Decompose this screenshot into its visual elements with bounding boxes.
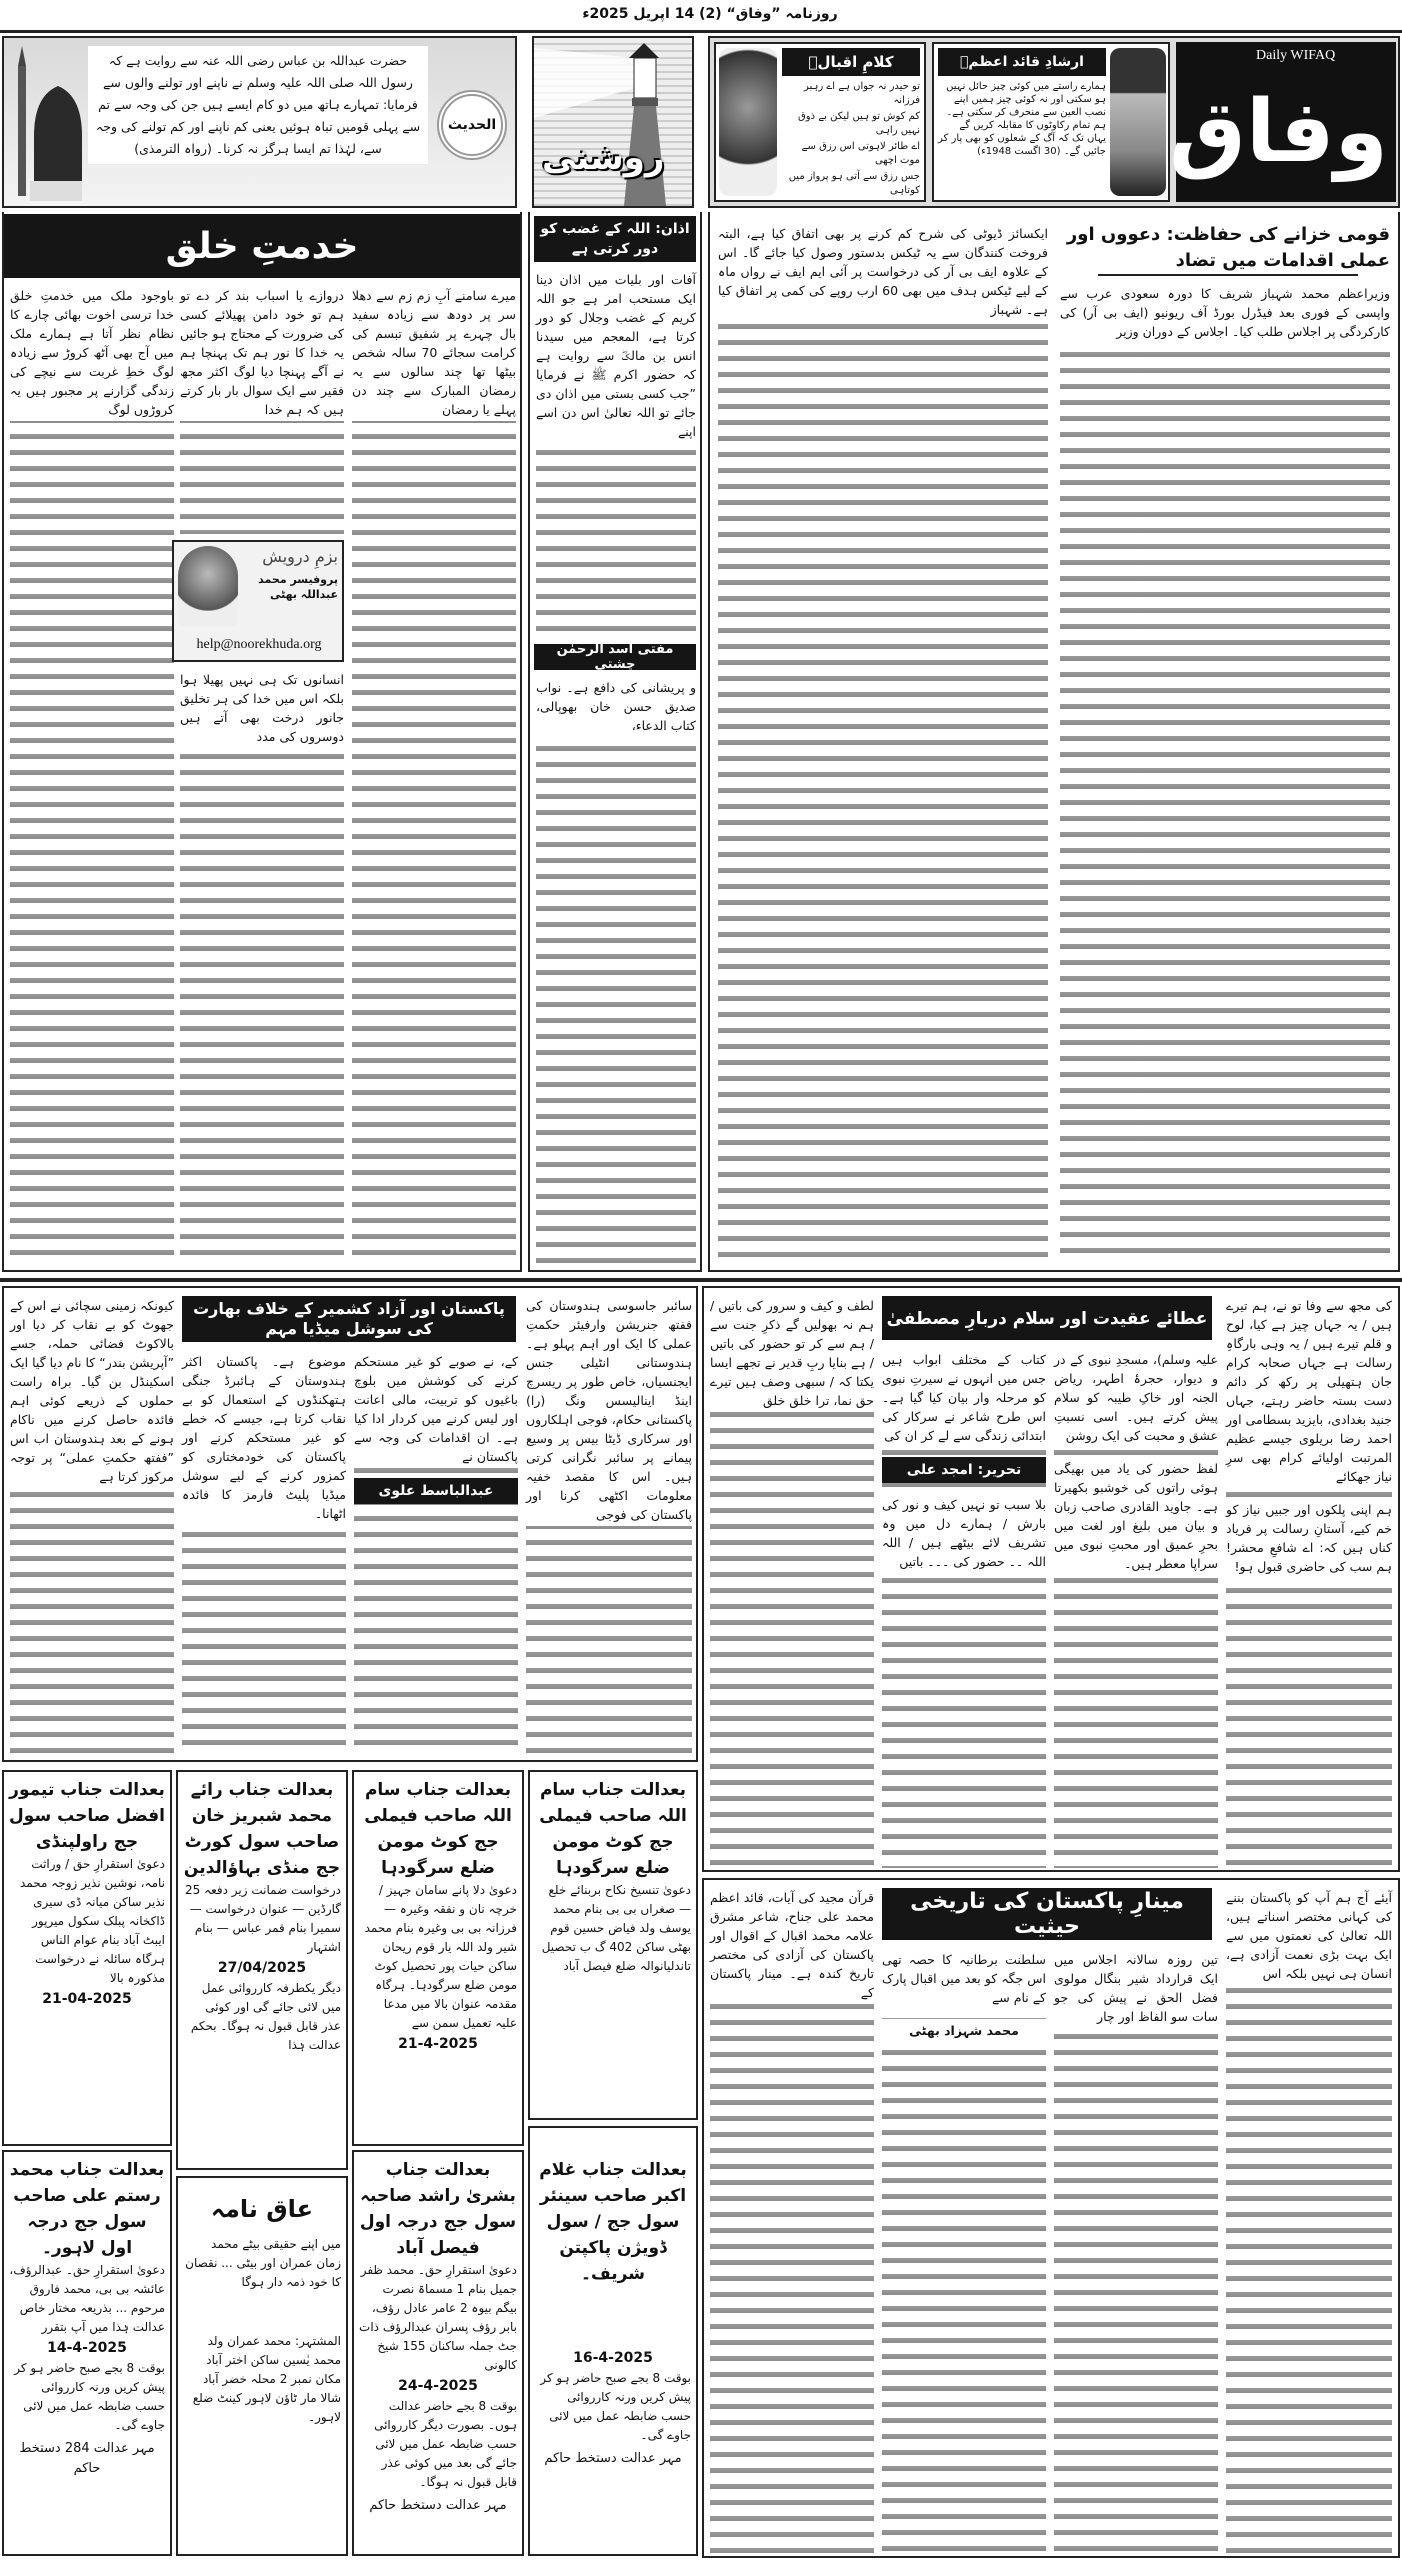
notice-date: 14-4-2025 [47, 2340, 127, 2356]
roshni-box [532, 36, 694, 208]
iqbal-title: کلامِ اقبالؒ [782, 48, 920, 76]
article-column [710, 1294, 874, 1868]
court-notice [352, 2150, 524, 2556]
notice-tail: بوقت 8 بجے صبح حاضر ہو کر پیش کریں ورنہ کارروائی حسب ضابطہ عمل میں لائی جاوے گی۔ [540, 2371, 691, 2442]
verse-line: جس رزق سے آتی ہو پرواز میں کوتاہی [788, 171, 920, 196]
article-paragraph: موضوع ہے۔ پاکستان اکثر ہندوستان کے ہائبرڈ جنگی ہتھکنڈوں کے استعمال کو بے نقاب کرتا ہے، جیسے کہ خطے کو غیر مستحکم کرنے اور پاکستان کی خودمختاری کو کمزور کرنے کے لیے سوشل میڈیا پلیٹ فارمز کا فائدہ اٹھانا۔ [182, 1350, 346, 1525]
article-paragraph: سائبر جاسوسی ہندوستان کی ففتھ جنریشن وارفیئر حکمتِ عملی کا ایک اور اہم پہلو ہے۔ ہندوستانی انٹیلی جنس ایجنسیاں، خاص طور پر ریسرچ اینڈ اینالیسس ونگ (را) پاکستانی حکام، فوجی اہلکاروں اور سرکاری ڈیٹا بیس پر وسیع پیمانے پر سائبر نگرانی کرتی ہیں۔ اس کا مقصد خفیہ معلومات اکٹھی کرنا اور پاکستان کی فوجی [526, 1294, 692, 1526]
hadith-text: حضرت عبداللہ بن عباس رضی اللہ عنہ سے روایت ہے کہ رسول اللہ صلی اللہ علیہ وسلم نے ناپنے اور تولنے والوں سے فرمایا: تمہارے ہاتھ میں دو کام ایسے ہیں جن کی وجہ سے تم سے پہلی قومیں تباہ ہوئیں یعنی کم ناپنے اور کم تولنے کی وجہ سے، لہٰذا تم ایسا ہرگز نہ کرنا۔ (رواہ الترمذی) [88, 46, 428, 164]
ataa-author: تحریر: امجد علی [882, 1457, 1046, 1483]
article-paragraph: کیونکہ زمینی سچائی نے اس کے جھوٹ کو بے نقاب کر دیا اور بالاکوٹ فضائی حملہ، جسے ”آپریشن بندر“ کا نام دیا گیا ایک اسکینڈل بن گیا۔ براہ راست حملوں کے ذریعے کوئی اہم فائدہ حاصل کرنے میں ناکام ہونے کے بعد ہندوستان اب اس ”ففتھ حکمتِ عملی“ پر توجہ مرکوز کرتا ہے [10, 1294, 174, 1488]
hadith-badge-label: الحدیث [437, 90, 507, 160]
azaan-column [536, 268, 696, 638]
notice-date: 24-4-2025 [398, 2378, 478, 2394]
notice-heading: بعدالت جناب بشریٰ راشد صاحبہ سول جج درجہ اول فیصل آباد [359, 2160, 517, 2258]
minar-article [702, 1878, 1400, 2558]
notice-tail: المشتہر: محمد عمران ولد محمد یٰسین ساکن اختر آباد مکان نمبر 2 محلہ خضر آباد شالا مار ٹاؤن لاہور کینٹ ضلع لاہور۔ [192, 2334, 341, 2424]
notice-signature: مہر عدالت 284 دستخط حاکم [19, 2441, 155, 2476]
notice-heading: بعدالت جناب محمد رستم علی صاحب سول جج درجہ اول لاہور۔ [9, 2160, 165, 2258]
notice-body: دعویٰ دلا پانے سامان جہیز / خرچہ نان و نفقہ وغیرہ — فرزانہ بی بی وغیرہ بنام محمد شیر ولد اللہ یار قوم ریحان ساکن حیات پور تحصیل کوٹ مومن ضلع سرگودہا۔ ہرگاہ مقدمہ عنوان بالا میں مدعا علیہ تعمیل سمن سے [364, 1883, 517, 2030]
khidmat-column [180, 668, 344, 1264]
section-rule [0, 1278, 1402, 1282]
notice-heading: بعدالت جناب رائے محمد شبریز خان صاحب سول کورٹ جج منڈی بہاؤالدین [183, 1780, 341, 1878]
article-column [1054, 1948, 1218, 2554]
notice-date: 21-04-2025 [42, 1991, 132, 2007]
article-paragraph: قرآن مجید کی آیات، قائد اعظم محمد علی جناح، شاعر مشرق علامہ محمد اقبال کے اقوال اور پاکستان کی آزادی کی مختصر تاریخ کندہ ہے۔ مینار پاکستان کے [710, 1886, 874, 2004]
azaan-paragraph: آفات اور بلیات میں اذان دینا ایک مستحب امر ہے جو اللہ کریم کے غضب وجلال کو دور کرتا ہے، المعجم میں سیدنا انس بن مالکؓ سے روایت ہے کہ حضور اکرم ﷺ نے فرمایا ”جب کسی بستی میں اذان دی جائے تو اللہ تعالیٰ اس دن اسے اپنے [536, 268, 696, 443]
notice-heading: بعدالت جناب سام اللہ صاحب فیملی جج کوٹ مومن ضلع سرگودہا [364, 1780, 512, 1878]
article-column [182, 1350, 346, 1756]
iqbal-box [714, 42, 926, 202]
khidmat-column [352, 284, 516, 1264]
notice-body: دعویٰ تنسیخ نکاح بربنائے خلع — صغراں بی بی بنام محمد یوسف ولد فیاض حسین قوم بھٹی ساکن 402 گ ب تحصیل تاندلیانوالہ ضلع فیصل آباد [541, 1883, 691, 1973]
notice-heading: بعدالت جناب تیمور افضل صاحب سول جج راولپنڈی [9, 1780, 165, 1852]
khidmat-column [10, 284, 174, 1264]
azaan-author: مفتی اسد الرحمٰن چشتی [534, 644, 696, 670]
court-notice [528, 2126, 698, 2556]
notice-heading: عاق نامہ [210, 2195, 314, 2223]
court-notice [528, 1770, 698, 2120]
notice-body: دعویٰ استقرارِ حق۔ عبدالرؤف، عائشہ بی بی، محمد فاروق مرحوم ... بذریعہ مختار خاص عدالت ہٰذا میں آپ بتقرر [9, 2263, 165, 2334]
article-paragraph: تین روزہ سالانہ اجلاس میں ایک قرارداد شیر بنگال مولوی فضل الحق نے پیش کی جو سات سو الفاظ اور چار [1054, 1948, 1218, 2028]
editorial-column [718, 222, 1048, 1262]
khidmat-headline: خدمتِ خلق [4, 214, 520, 278]
notice-signature: مہر عدالت دستخط حاکم [544, 2451, 682, 2466]
column-name: بزمِ درویش [262, 547, 338, 566]
editorial [708, 212, 1400, 1272]
minar-headline: مینارِ پاکستان کی تاریخی حیثیت [882, 1888, 1212, 1940]
article-column [354, 1350, 518, 1756]
hadith-box [2, 36, 517, 208]
article-column [882, 1948, 1046, 2554]
author-photo [178, 546, 238, 626]
masthead-band [708, 36, 1400, 208]
verse-line: اے طائر لاہوتی اس رزق سے موت اچھی [801, 141, 920, 166]
court-notice [2, 1770, 172, 2146]
notice-tail: بوقت 8 بجے حاضر عدالت ہوں۔ بصورت دیگر کارروائی حسب ضابطہ عمل میں لائی جائے گی بعد میں کوئی عذر قابل قبول نہ ہوگا۔ [374, 2399, 517, 2489]
author-name: پروفیسر محمد عبداللہ بھٹی [258, 573, 338, 601]
article-paragraph: ہم اپنی پلکوں اور جبیں نیاز کو خم کیے، آستانِ رسالت پر فریاد کناں ہیں کہ: اے شافعِ محشر! ہم سب کی حاضری قبول ہو! [1226, 1498, 1392, 1578]
khidmat-article [2, 212, 522, 1272]
social-media-headline: پاکستان اور آزاد کشمیر کے خلاف بھارت کی سوشل میڈیا مہم [182, 1296, 516, 1342]
top-rule [0, 30, 1402, 33]
notice-date: 27/04/2025 [217, 1960, 307, 1976]
wifaq-logo [1169, 42, 1396, 202]
article-paragraph: کی مجھ سے وفا تو نے، ہم تیرے ہیں / یہ جہاں چیز ہے کیا، لوح و قلم تیرے ہیں / یہ وہی بارگاہِ رسالت ہے جہاں صحابہ کرام جان ہتھیلی پر رکھ کر دائم دست بستہ حاضر رہتے، جہاں جنید بغدادی، بایزید بسطامی اور احمد رضا بریلوی جیسے عظیم المرتبت اولیائے کرام بھی سرِ نیاز جھکائے [1226, 1294, 1392, 1488]
minar-author: محمد شہزاد بھٹی [882, 2019, 1046, 2042]
iqbal-portrait [719, 48, 777, 196]
azaan-headline: اذان: اللہ کے غضب کو دور کرتی ہے [534, 216, 696, 262]
editorial-paragraph: وزیراعظم محمد شہباز شریف کا دورہ سعودی عرب سے واپسی کے فوری بعد فیڈرل بورڈ آف ریونیو (ایف بی آر) کی کارکردگی پر اجلاس طلب کیا۔ اجلاس کے دوران وزیر [1060, 282, 1390, 343]
editorial-headline: قومی خزانے کی حفاظت: دعووں اور عملی اقدامات میں تضاد [1066, 224, 1390, 271]
quaid-box [932, 42, 1170, 202]
article-paragraph: آیئے آج ہم آپ کو پاکستان بننے کی کہانی مختصر اسناتے ہیں، اللہ تعالیٰ کی نعمتوں میں سے ایک بہت بڑی نعمت آزادی ہے، انسان ہی نہیں بلکہ اس [1226, 1886, 1392, 1985]
notice-heading: بعدالت جناب غلام اکبر صاحب سینئر سول جج / سول ڈویژن پاکپتن شریف۔ [539, 2160, 687, 2284]
logo-english: Daily WIFAQ [1256, 48, 1336, 63]
azaan-article [528, 212, 702, 1272]
notice-signature: مہر عدالت دستخط حاکم [369, 2498, 507, 2513]
article-paragraph: بلا سبب تو نہیں کیف و نور کی بارش / ہمارے دل میں وہ تشریف لائے بیٹھے ہیں / اللہ اللہ ۔۔ حضور کی ۔۔۔ باتیں [882, 1493, 1046, 1573]
quaid-title: ارشادِ قائد اعظمؒ [938, 48, 1106, 76]
social-media-article [2, 1286, 698, 1762]
notice-body: دعویٰ استقرارِ حق۔ محمد ظفر جمیل بنام 1 مسماۃ نصرت بیگم بیوہ 2 عامر عادل رؤف، بابر رؤف پسران عبدالرؤف ذات جٹ جملہ ساکنان 155 شیخ کالونی [359, 2263, 517, 2372]
article-paragraph: کتاب کے مختلف ابواب ہیں جس میں انہوں نے سیرتِ نبوی کو مرحلہ وار بیان کیا گیا ہے۔ اس طرح شاعر نے سرکار کی ابتدائی زندگی سے لے کر ان کی [882, 1348, 1046, 1447]
mosque-dome-image [10, 46, 82, 201]
ataa-headline: عطائے عقیدت اور سلام دربارِ مصطفیٰ [882, 1296, 1212, 1340]
khidmat-paragraph: دروازے یا اسباب بند کر دے تو ہم تو خود دامن پھیلائے کسی کی ضرورت کے محتاج ہو جائیں یہ خدا کا نور ہم تک پہنچا ہم نے آگے پہنچا دیا لوگ اکثر مجھ فقیر سے ایک سوال بار بار کرتے ہیں کہ ہم خدا [180, 284, 344, 421]
court-notice [176, 1770, 348, 2170]
article-column [882, 1348, 1046, 1868]
headline-underline [1098, 274, 1358, 276]
editorial-column [1060, 282, 1390, 1262]
author-email[interactable]: help@noorekhuda.org [196, 637, 322, 652]
author-box [172, 540, 344, 662]
article-paragraph: لفظ حضور کی یاد میں بھیگی ہوئی راتوں کی خوشبو بکھیرتا ہے۔ جاوید القادری صاحب زبان و بیان میں بلیغ اور لغت میں بحرِ عمیق اور محبتِ نبوی میں سراپا معطر ہیں۔ [1054, 1457, 1218, 1575]
hadith-badge [434, 52, 510, 198]
article-column [1226, 1886, 1392, 2554]
ataa-article [702, 1286, 1400, 1872]
khidmat-paragraph: میرے سامنے آبِ زم زم سے دھلا سر پر دودھ سے زیادہ سفید بال چہرے پر شفیق تبسم کی کرامت سجائے 70 سالہ شخص بیٹھا تھا چند سالوں سے یہ رمضان المبارک سے چند دن پہلے یا رمضان [352, 284, 516, 421]
iqbal-verse [782, 80, 920, 198]
article-paragraph: کے، نے صوبے کو غیر مستحکم کرنے کی کوشش میں بلوچ باغیوں کو تربیت، مالی اعانت اور لیس کرنے میں کردار ادا کیا ہے۔ ان اقدامات کی وجہ سے پاکستان نے [354, 1350, 518, 1468]
article-column [526, 1294, 692, 1756]
editorial-paragraph: ایکسائز ڈیوٹی کی شرح کم کرنے پر بھی اتفاق کیا ہے، البتہ فروخت کنندگان سے یہ ٹیکس بدستور وصول کیا جائے گا۔ اس کے علاوہ ایف بی آر کی درخواست پر آئی ایم ایف نے رواں ماہ کے لیے ٹیکس ہدف میں بھی 60 ارب روپے کی کمی پر اتفاق کیا ہے۔ شہباز [718, 222, 1048, 321]
notice-heading: بعدالت جناب سام اللہ صاحب فیملی جج کوٹ مومن ضلع سرگودہا [539, 1780, 687, 1878]
azaan-paragraph: و پریشانی کی دافع ہے۔ نواب صدیق حسن خان بھوپالی، کتاب الدعاء، [536, 676, 696, 737]
notice-body: دعویٰ استقرارِ حق / وراثت نامہ، نوشین نذیر زوجہ محمد نذیر ساکن میانہ ڈی سیری ڈاکخانہ پبلک سکول میرپور ایبٹ آباد بنام عوام الناس ہرگاہ سائلہ نے درخواست مذکورہ بالا [20, 1857, 165, 1985]
article-column [1054, 1348, 1218, 1868]
azaan-column [536, 676, 696, 1264]
article-paragraph: سلطنت برطانیہ کا حصہ تھی اس جگہ کو بعد میں اقبال پارک کے نام سے [882, 1948, 1046, 2009]
dateline: روزنامہ ”وفاق“ (2) 14 اپریل 2025ء [582, 6, 838, 22]
notice-tail: دیگر یکطرفہ کارروائی عمل میں لائی جائے گی اور کوئی عذر قابل قبول نہ ہوگا۔ بحکم عدالت ہٰذا [190, 1981, 341, 2052]
roshni-title: روشنی [542, 138, 665, 178]
article-paragraph: لطف و کیف و سرور کی باتیں / ہم نہ بھولیں گے ذکرِ جنت سے / ہم سے کر تو حضور کی باتیں / ہے بنایا ربِ قدیر نے تجھے ایسا یکتا کہ / سبھی وصف ہیں تیرے حق نما، ترا خلق خلق [710, 1294, 874, 1412]
khidmat-paragraph: انسانوں تک ہی نہیں پھیلا ہوا بلکہ اس میں خدا کی ہر تخلیق جانور درخت بھی آتے ہیں دوسروں کی مدد [180, 668, 344, 748]
article-column [710, 1886, 874, 2554]
khidmat-column [180, 284, 344, 534]
notice-date: 16-4-2025 [573, 2350, 653, 2366]
court-notice [352, 1770, 524, 2146]
quaid-text: ہمارے راستے میں کوئی چیز حائل نہیں ہو سکتی اور نہ کوئی چیز ہمیں اپنے نصب العین سے منحرف کر سکتی ہے۔ ہم تمام رکاوٹوں کا مقابلہ کریں گے یہاں تک کہ آگ کے شعلوں کو بھی پار کر جائیں گے۔ (30 اگست 1948ء) [938, 81, 1106, 157]
article-column [10, 1294, 174, 1756]
khidmat-paragraph: باوجود ملک میں خدمتِ خلق خدا ترسی اخوت بھائی چارے کا نظام نظر آتا ہے ہمارے ملک میں آج بھی آٹھ کروڑ سے زیادہ لوگ خطِ غربت سے نیچے کی زندگی گزارنے پر مجبور ہیں یہ کروڑوں لوگ [10, 284, 174, 421]
social-media-author: عبدالباسط علوی [354, 1478, 518, 1504]
article-paragraph: علیہ وسلم)، مسجدِ نبوی کے در و دیوار، حجرۂ اطہر، ریاض الجنہ اور خاکِ طیبہ کو سلام پیش کرتے ہیں۔ اسی نسبتِ عشق و محبت کی ایک روشن [1054, 1348, 1218, 1447]
verse-line: تو حیدر نہ جواں ہے اے رہبر فرزانہ [804, 81, 920, 106]
lighthouse-icon [534, 38, 692, 206]
notice-date: 21-4-2025 [398, 2036, 478, 2052]
notice-body: درخواست ضمانت زیر دفعہ 25 گارڈین — عنوان درخواست — سمیرا بنام قمر عباس — بنام اشتہار [184, 1883, 341, 1954]
aaq-nama-notice [176, 2176, 348, 2556]
quaid-portrait [1110, 48, 1166, 196]
logo-urdu: وفاق [1169, 82, 1388, 182]
court-notice [2, 2150, 172, 2556]
notice-body: میں اپنے حقیقی بیٹے محمد زمان عمران اور بیٹی ... نقصان کا خود ذمہ دار ہوگا [185, 2237, 341, 2289]
article-column [1226, 1294, 1392, 1868]
verse-line: کم کوش تو ہیں لیکن بے ذوق نہیں راہی [798, 111, 920, 136]
notice-tail: بوقت 8 بجے صبح حاضر ہو کر پیش کریں ورنہ کارروائی حسب ضابطہ عمل میں لائی جاوے گی۔ [14, 2361, 165, 2432]
